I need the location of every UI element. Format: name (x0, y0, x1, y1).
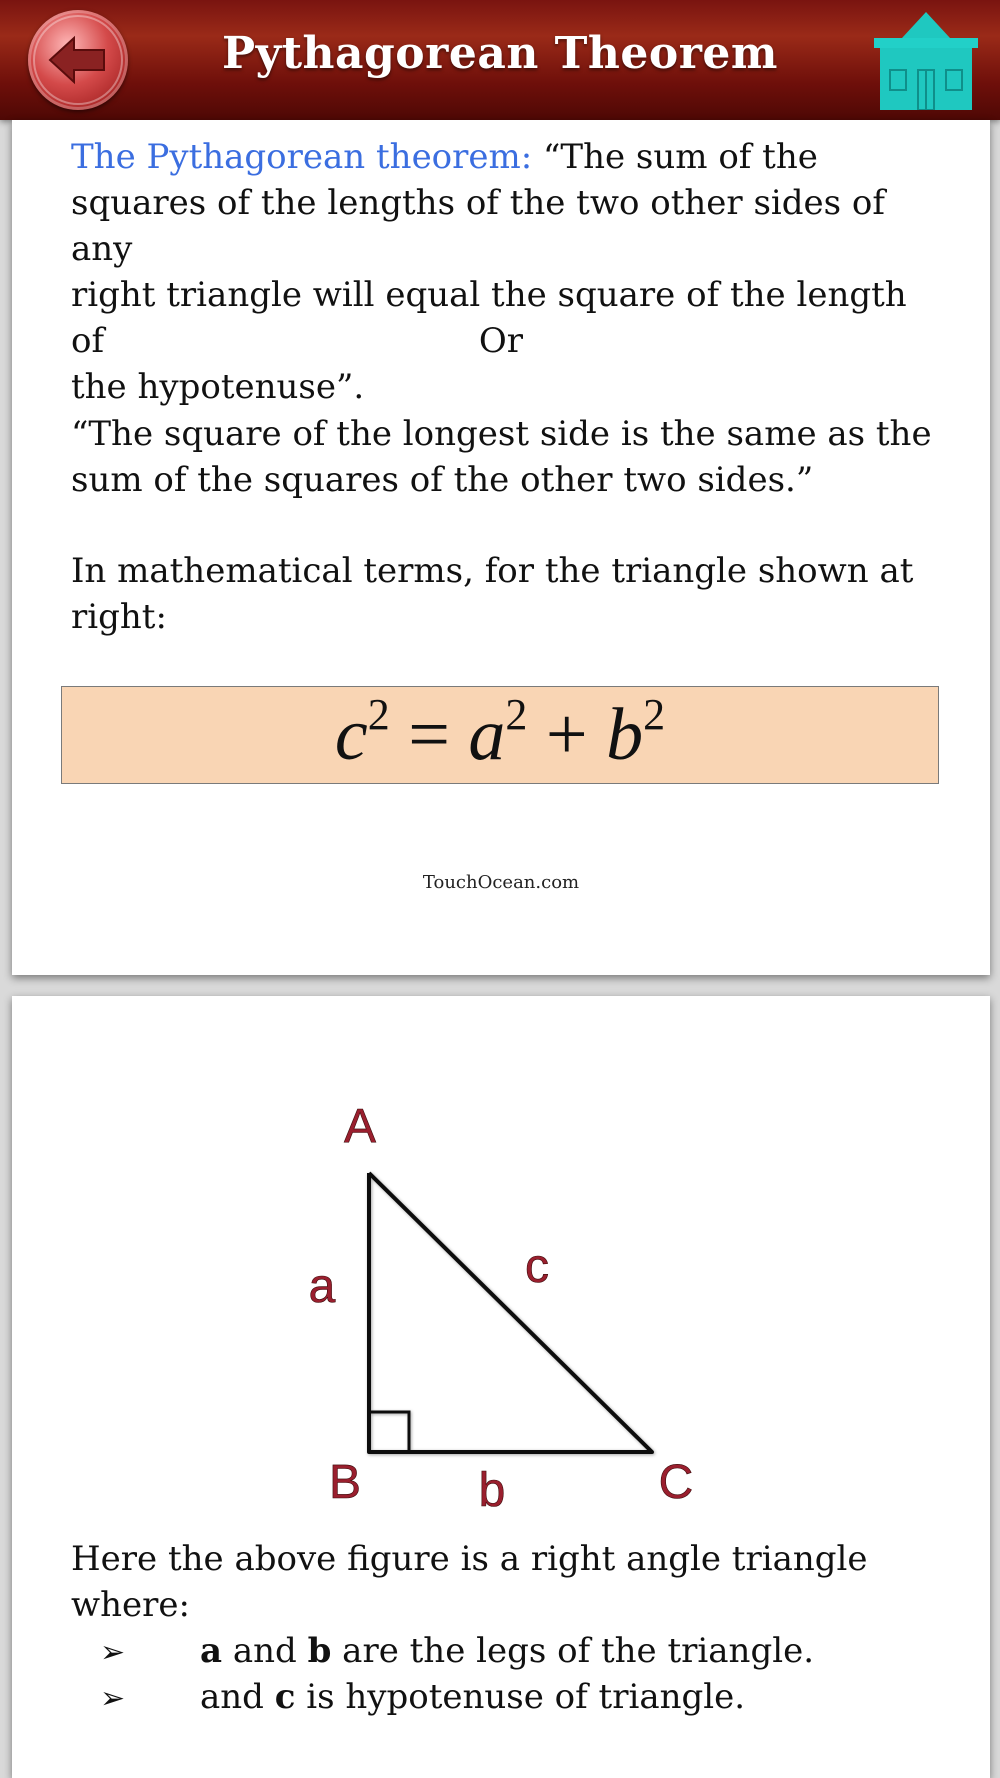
diagram-page (12, 996, 990, 1778)
vertex-b-label: B (328, 1456, 362, 1509)
formula-plus: + (545, 694, 588, 776)
definition-text-4: the hypotenuse”. (71, 367, 365, 407)
math-intro-line-2: right: (71, 597, 167, 637)
formula-c: c (334, 694, 368, 776)
diagram-description (71, 1536, 941, 1628)
side-a-label: a (308, 1260, 336, 1313)
bullet-bold-a: a (200, 1631, 223, 1671)
definition-page (12, 120, 990, 975)
formula-b: b (606, 694, 644, 776)
home-icon (872, 12, 980, 110)
bullet-arrow-icon: ➢ (100, 1681, 126, 1716)
formula-exp-c: 2 (367, 690, 390, 739)
vertex-c-label: C (658, 1456, 694, 1509)
math-intro (71, 548, 941, 640)
quote-line-1: “The square of the longest side is the same as the (71, 414, 932, 454)
side-b-label: b (478, 1464, 506, 1517)
footer-note: TouchOcean.com (422, 872, 580, 893)
formula-box (61, 686, 939, 784)
bullet-text: is hypotenuse of triangle. (295, 1677, 746, 1717)
description-line-1: Here the above figure is a right angle triangle (71, 1539, 868, 1579)
bullet-bold-b: b (307, 1631, 332, 1671)
pythagorean-formula (62, 690, 938, 776)
description-line-2: where: (71, 1585, 190, 1625)
bullet-text: and (200, 1677, 275, 1717)
alternate-quote (71, 411, 941, 503)
right-angle-marker (369, 1412, 409, 1452)
bullet-bold-c: c (274, 1677, 296, 1717)
quote-line-2: sum of the squares of the other two sides.” (71, 460, 814, 500)
theorem-label: The Pythagorean theorem: (71, 137, 533, 177)
page-title: Pythagorean Theorem (222, 28, 778, 79)
bullet-item-legs (100, 1628, 814, 1676)
bullet-text: are the legs of the triangle. (331, 1631, 815, 1671)
app-header (0, 0, 1000, 120)
vertex-a-label: A (343, 1100, 377, 1153)
math-intro-line-1: In mathematical terms, for the triangle shown at (71, 551, 914, 591)
formula-exp-b: 2 (643, 690, 666, 739)
side-c-label: c (525, 1240, 549, 1293)
home-button[interactable] (872, 12, 980, 110)
or-separator: Or (478, 321, 524, 361)
triangle-outline (369, 1173, 652, 1452)
definition-text-2: squares of the lengths of the two other sides of any (71, 183, 885, 269)
definition-text-3: right triangle will equal the square of the length of (71, 275, 907, 361)
bullet-text: and (222, 1631, 308, 1671)
right-triangle-diagram (12, 996, 990, 1536)
bullet-item-hypotenuse (100, 1674, 745, 1722)
definition-paragraph (71, 134, 941, 410)
bullet-arrow-icon: ➢ (100, 1635, 126, 1670)
formula-equals: = (408, 694, 450, 776)
definition-text-1: “The sum of the (532, 137, 818, 177)
formula-a: a (468, 694, 506, 776)
formula-exp-a: 2 (505, 690, 528, 739)
